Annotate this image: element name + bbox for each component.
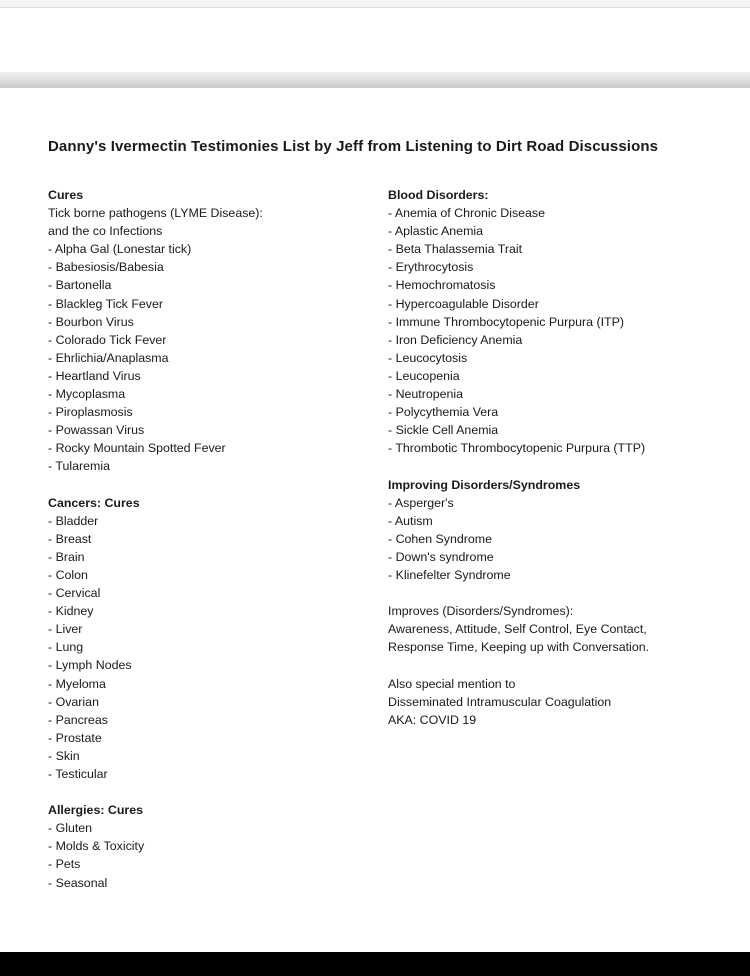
list-item: - Autism xyxy=(388,513,433,528)
list-item: - Lymph Nodes xyxy=(48,658,132,673)
list-item: - Colon xyxy=(48,567,88,582)
list-item: - Bladder xyxy=(48,513,99,528)
bottom-black-bar xyxy=(0,952,750,976)
right-column xyxy=(388,186,743,729)
list-item: - Blackleg Tick Fever xyxy=(48,296,163,311)
list-item: - Polycythemia Vera xyxy=(388,405,499,420)
special-mention-line: Disseminated Intramuscular Coagulation xyxy=(388,694,612,709)
left-column xyxy=(48,186,368,892)
list-item: - Cohen Syndrome xyxy=(388,531,492,546)
list-item: - Hypercoagulable Disorder xyxy=(388,296,539,311)
list-item: - Hemochromatosis xyxy=(388,278,496,293)
blood-disorders-heading: Blood Disorders: xyxy=(388,188,489,202)
list-item: - Leucopenia xyxy=(388,368,460,383)
list-item: - Pets xyxy=(48,857,81,872)
list-item: - Thrombotic Thrombocytopenic Purpura (TTP) xyxy=(388,441,646,456)
blood-disorders-list xyxy=(388,204,743,457)
list-item: - Heartland Virus xyxy=(48,368,141,383)
list-item: - Myeloma xyxy=(48,676,106,691)
improving-disorders-section xyxy=(388,476,743,585)
improves-line: Response Time, Keeping up with Conversation. xyxy=(388,640,650,655)
list-item: - Lung xyxy=(48,640,84,655)
cures-heading: Cures xyxy=(48,188,84,202)
cures-intro-line: and the co Infections xyxy=(48,224,163,239)
improves-line: Improves (Disorders/Syndromes): xyxy=(388,604,574,619)
list-item: - Bourbon Virus xyxy=(48,314,134,329)
list-item: - Bartonella xyxy=(48,278,112,293)
list-item: - Prostate xyxy=(48,730,102,745)
list-item: - Immune Thrombocytopenic Purpura (ITP) xyxy=(388,314,624,329)
allergies-heading: Allergies: Cures xyxy=(48,803,144,818)
list-item: - Neutropenia xyxy=(388,387,464,402)
improving-disorders-heading: Improving Disorders/Syndromes xyxy=(388,477,581,492)
list-item: - Liver xyxy=(48,622,83,637)
list-item: - Anemia of Chronic Disease xyxy=(388,206,546,221)
list-item: - Molds & Toxicity xyxy=(48,839,145,854)
list-item: - Rocky Mountain Spotted Fever xyxy=(48,441,226,456)
cures-list xyxy=(48,240,368,475)
list-item: - Breast xyxy=(48,531,92,546)
list-item: - Mycoplasma xyxy=(48,387,126,402)
list-item: - Babesiosis/Babesia xyxy=(48,260,164,275)
list-item: - Cervical xyxy=(48,586,101,601)
list-item: - Sickle Cell Anemia xyxy=(388,423,499,438)
list-item: - Pancreas xyxy=(48,712,108,727)
section-spacer xyxy=(388,457,743,475)
cures-section xyxy=(48,186,368,476)
section-spacer xyxy=(388,584,743,602)
list-item: - Aplastic Anemia xyxy=(388,224,484,239)
improves-line: Awareness, Attitude, Self Control, Eye Contact, xyxy=(388,622,647,637)
page-top-edge xyxy=(0,72,750,88)
list-item: - Iron Deficiency Anemia xyxy=(388,332,523,347)
allergies-section xyxy=(48,801,368,891)
special-mention-line: Also special mention to xyxy=(388,676,516,691)
list-item: - Ehrlichia/Anaplasma xyxy=(48,350,169,365)
document-title: Danny's Ivermectin Testimonies List by Jeff from Listening to Dirt Road Discussions xyxy=(48,138,659,155)
list-item: - Beta Thalassemia Trait xyxy=(388,242,523,257)
list-item: - Asperger's xyxy=(388,495,454,510)
list-item: - Brain xyxy=(48,549,85,564)
cancers-list xyxy=(48,512,368,783)
list-item: - Erythrocytosis xyxy=(388,260,474,275)
special-mention-line: AKA: COVID 19 xyxy=(388,712,477,727)
special-mention-section xyxy=(388,675,743,729)
improves-section xyxy=(388,602,743,656)
allergies-list xyxy=(48,819,368,891)
list-item: - Powassan Virus xyxy=(48,423,145,438)
section-spacer xyxy=(48,476,368,494)
list-item: - Down's syndrome xyxy=(388,549,494,564)
list-item: - Piroplasmosis xyxy=(48,405,133,420)
section-spacer xyxy=(388,656,743,674)
cancers-heading: Cancers: Cures xyxy=(48,495,140,510)
improving-disorders-list xyxy=(388,494,743,584)
list-item: - Leucocytosis xyxy=(388,350,468,365)
list-item: - Klinefelter Syndrome xyxy=(388,567,511,582)
list-item: - Gluten xyxy=(48,821,93,836)
list-item: - Colorado Tick Fever xyxy=(48,332,167,347)
list-item: - Alpha Gal (Lonestar tick) xyxy=(48,242,192,257)
list-item: - Kidney xyxy=(48,604,94,619)
list-item: - Skin xyxy=(48,748,80,763)
list-item: - Tularemia xyxy=(48,459,110,474)
top-background-strip xyxy=(0,0,750,8)
cancers-section xyxy=(48,494,368,784)
blood-disorders-section xyxy=(388,186,743,457)
list-item: - Testicular xyxy=(48,767,108,781)
cures-intro-line: Tick borne pathogens (LYME Disease): xyxy=(48,206,263,221)
section-spacer xyxy=(48,783,368,801)
list-item: - Ovarian xyxy=(48,694,99,709)
list-item: - Seasonal xyxy=(48,875,108,890)
